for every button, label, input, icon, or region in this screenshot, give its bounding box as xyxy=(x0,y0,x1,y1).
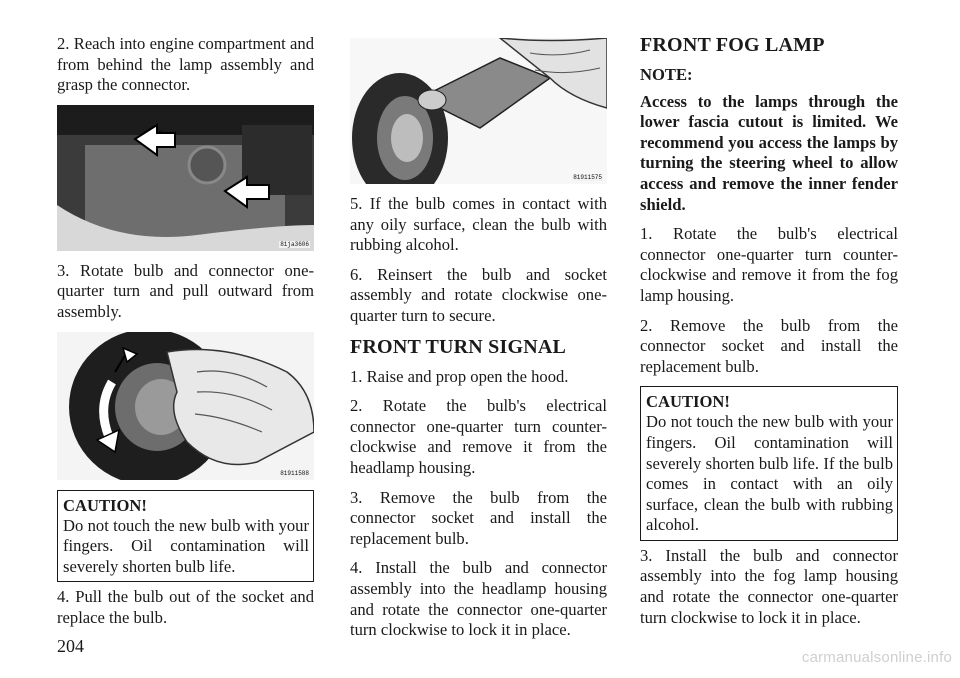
step-4-text: 4. Pull the bulb out of the socket and replace the bulb. xyxy=(57,587,314,627)
column-2 xyxy=(350,38,607,650)
fog-step-2-text: 2. Remove the bulb from the connector socket and install the replacement bulb. xyxy=(640,315,898,376)
turn-step-4-text: 4. Install the bulb and connector assembly into the headlamp housing and rotate the connector one-quarter turn clockwise to lock it in place. xyxy=(350,558,607,640)
fog-step-3-text: 3. Install the bulb and connector assembly into the fog lamp housing and rotate the connector one-quarter turn clockwise to lock it in place. xyxy=(640,545,898,627)
caution-box xyxy=(640,386,898,541)
step-6-text: 6. Reinsert the bulb and socket assembly and rotate clockwise one-quarter turn to secure. xyxy=(350,264,607,325)
column-1 xyxy=(57,34,314,638)
step-3-text: 3. Rotate bulb and connector one-quarter turn and pull outward from assembly. xyxy=(57,260,314,321)
note-text: Access to the lamps through the lower fascia cutout is limited. We recommend you access the lamps by turning the steering wheel to allow access and remove the inner fender shield. xyxy=(640,91,898,214)
front-fog-lamp-heading: FRONT FOG LAMP xyxy=(640,34,825,56)
watermark: carmanualsonline.info xyxy=(801,649,952,666)
engine-compartment-figure xyxy=(57,105,314,251)
figure-code: 81911575 xyxy=(573,174,602,181)
figure-code: 81911588 xyxy=(280,469,309,477)
page-number: 204 xyxy=(57,636,84,656)
caution-body: Do not touch the new bulb with your fingers. Oil contamination will severely shorten bulb life. xyxy=(63,515,309,576)
turn-step-2-text: 2. Rotate the bulb's electrical connector one-quarter turn counter-clockwise and remove it from the headlamp housing. xyxy=(350,396,607,477)
fog-step-1-text: 1. Rotate the bulb's electrical connector one-quarter turn counter-clockwise and remove it from the fog lamp housing. xyxy=(640,224,898,305)
figure-code: 81ja3606 xyxy=(280,240,309,248)
bulb-figure xyxy=(350,38,607,184)
rotate-bulb-figure xyxy=(57,332,314,480)
caution-title: CAUTION! xyxy=(646,392,730,412)
step-2-text: 2. Reach into engine compartment and from behind the lamp assembly and grasp the connector. xyxy=(57,34,314,95)
turn-step-1-text: 1. Raise and prop open the hood. xyxy=(350,366,569,386)
caution-box xyxy=(57,490,314,583)
front-turn-signal-heading: FRONT TURN SIGNAL xyxy=(350,335,567,358)
step-5-text: 5. If the bulb comes in contact with any oily surface, clean the bulb with rubbing alcohol. xyxy=(350,194,607,255)
column-3 xyxy=(640,34,898,637)
caution-title: CAUTION! xyxy=(63,495,147,515)
turn-step-3-text: 3. Remove the bulb from the connector socket and install the replacement bulb. xyxy=(350,487,607,548)
caution-body: Do not touch the new bulb with your fingers. Oil contamination will severely shorten bulb life. If the bulb comes in contact with an oily surface, clean the bulb with rubbing alcohol. xyxy=(646,412,893,535)
note-label: NOTE: xyxy=(640,65,693,84)
